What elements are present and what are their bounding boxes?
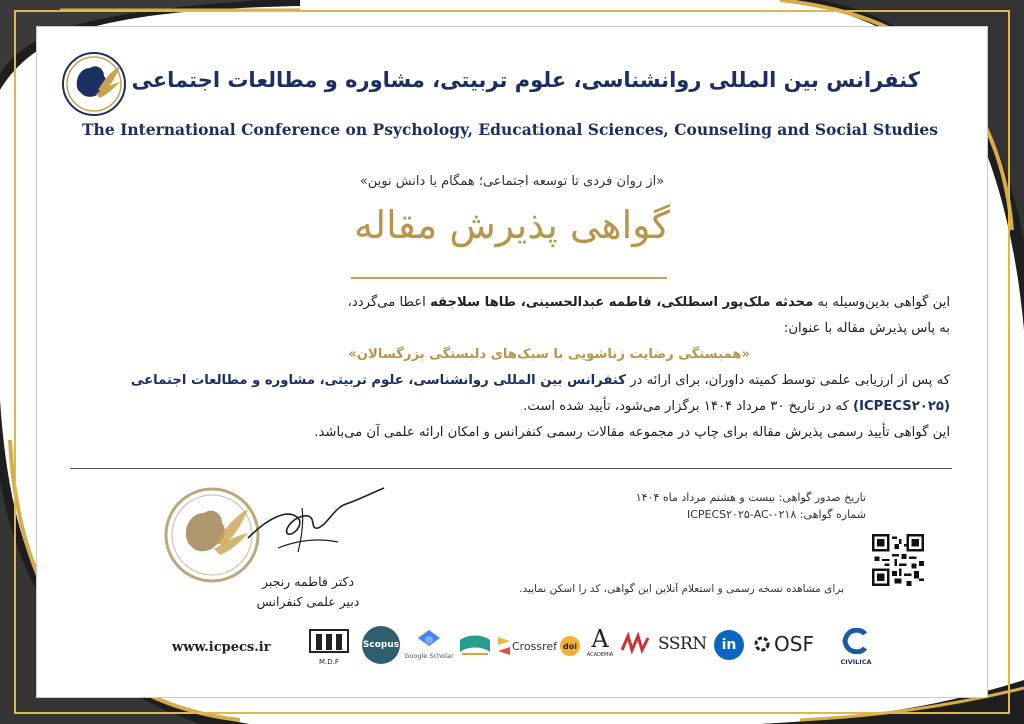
review-prefix: که پس از ارزیابی علمی توسط کمیته داوران، برای ارائه در [630, 373, 950, 388]
conference-logo-icon [60, 50, 128, 118]
civilica-label: CIVILICA [840, 658, 872, 666]
title-underline [351, 277, 667, 279]
conference-code: (ICPECS۲۰۲۵) [853, 399, 950, 414]
certificate-header [60, 50, 960, 150]
osf-label: OSF [774, 632, 814, 656]
mdf-label: M.D.F [319, 658, 339, 666]
issue-date: تاریخ صدور گواهی: بیست و هشتم مرداد ماه ۱۴۰۴ [635, 491, 866, 504]
certificate-number: شماره گواهی: ICPECS۲۰۲۵-AC-۰۲۱۸ [686, 508, 866, 521]
closing-statement: این گواهی تأیید رسمی پذیرش مقاله برای چاپ در مجموعه مقالات رسمی کنفرانس و امکان ارائه علمی آن می‌باشد. [314, 425, 950, 440]
authors-names: محدثه ملک‌پور اسطلکی، فاطمه عبدالحسینی، طاها سلاجقه [430, 295, 814, 310]
signer-name: دکتر فاطمه رنجبر [261, 574, 355, 589]
intro-text: این گواهی بدین‌وسیله به [817, 295, 950, 310]
review-suffix: که در تاریخ ۳۰ مرداد ۱۴۰۴ برگزار می‌شود، تأیید شده است. [523, 399, 849, 414]
website-link[interactable]: www.icpecs.ir [172, 640, 271, 655]
linkedin-label: in [721, 637, 737, 653]
certificate-body [70, 290, 950, 446]
conference-motto: «از روان فردی تا توسعه اجتماعی؛ همگام با دانش نوین» [359, 174, 665, 189]
acceptance-line: به پاس پذیرش مقاله با عنوان: [783, 321, 950, 336]
academia-logo [586, 626, 614, 658]
green-index-logo [458, 632, 492, 660]
conference-title-persian: کنفرانس بین المللی روانشناسی، علوم تربیتی، مشاوره و مطالعات اجتماعی [131, 68, 920, 92]
signer-block [228, 572, 388, 612]
granted-text: اعطا می‌گردد، [347, 295, 426, 310]
review-line [70, 368, 950, 394]
signer-role: دبیر علمی کنفرانس [256, 594, 360, 609]
crossref-logo [498, 634, 580, 658]
paper-title: «همبستگی رضایت زناشویی با سبک‌های دلبستگی بزرگسالان» [348, 347, 750, 362]
osf-logo [752, 632, 814, 656]
certificate-title: گواهی پذیرش مقاله [354, 203, 670, 247]
academia-letter: A [591, 625, 609, 653]
linkedin-icon [714, 630, 744, 660]
ssrn-logo: SSRN [658, 634, 707, 654]
scopus-label: Scopus [362, 640, 400, 650]
red-index-logo [620, 632, 650, 660]
award-line [70, 290, 950, 316]
doi-badge: doi [560, 636, 580, 656]
scholar-label: Google Scholar [404, 652, 454, 660]
crossref-label: Crossref [511, 639, 558, 653]
conference-title-english: The International Conference on Psychology, Educational Sciences, Counseling and Social Studies [82, 120, 938, 139]
qr-instruction: برای مشاهده نسخه رسمی و استعلام آنلاین این گواهی، کد را اسکن نمایید. [519, 583, 844, 595]
issue-info [636, 489, 866, 523]
signature-icon [238, 478, 388, 568]
scopus-logo [362, 626, 400, 664]
review-line-2 [70, 394, 950, 420]
footer-divider [70, 468, 952, 469]
academia-label: ACADEMIA [586, 652, 614, 658]
conference-name: کنفرانس بین المللی روانشناسی، علوم تربیتی، مشاوره و مطالعات اجتماعی [130, 373, 626, 388]
google-scholar-logo [404, 630, 454, 660]
civilica-logo [836, 628, 876, 666]
mdf-logo [306, 628, 352, 666]
verification-qr-code[interactable] [872, 534, 924, 586]
